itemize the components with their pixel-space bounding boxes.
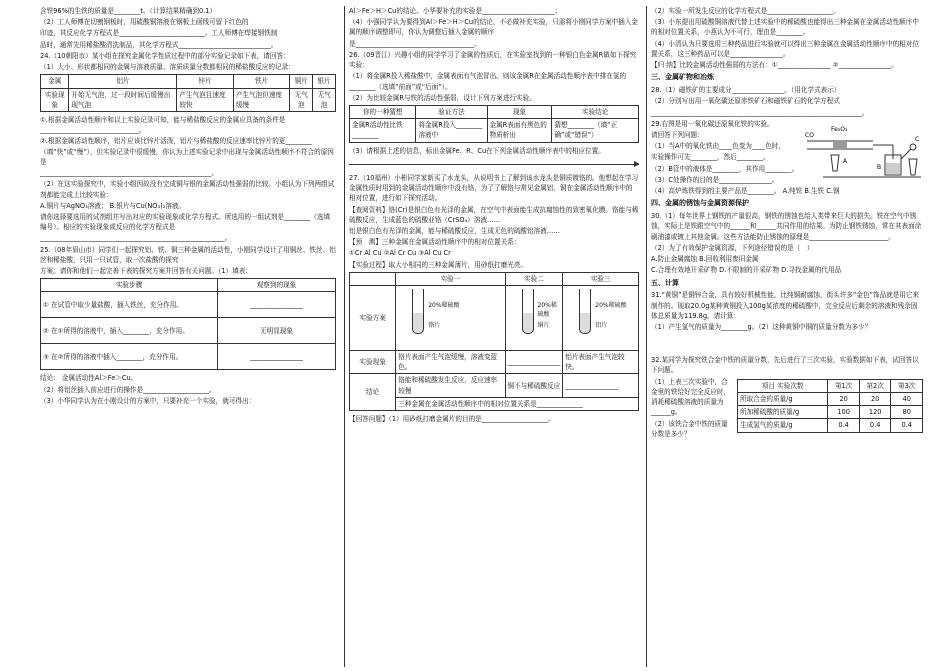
table-cell: 20	[828, 392, 860, 405]
table-row-label: 实验现象	[350, 351, 396, 374]
text-line: C.合理有效地开采矿物 D.不限制的开采矿物 D.寻找金属的代用品	[651, 266, 842, 275]
text-line: （1）大小、形状都相同的金属与溶液质量、溶质质量分数都相同的稀盐酸反应的记录：	[40, 63, 295, 72]
table-32	[737, 379, 923, 433]
table-cell: 0.4	[828, 419, 860, 432]
question-26: 26.（09晋江）兴趣小组的同学学习了金属的性质后，在实验室找到的一种银白色金属R做如下探究实验：	[349, 50, 637, 70]
table-header: 锌片	[177, 75, 233, 88]
question-24: 24.（10朝阳市）某小组在探究金属化学性质过程中的部分实验记录如下表，请回答：	[40, 51, 290, 60]
table-cell: ① 在试管中取少量盐酸，插入铁丝，充分作用。	[41, 292, 218, 318]
test-tube-icon	[412, 289, 424, 334]
question-30: 30.（1）每年世界上钢铁的产量很高，钢铁的锈蚀也给人类带来巨大的损失。铁在空气中锈蚀，实际上是铁跟空气中的______和______共同作用的结果。为防止钢铁锈蚀，常在其表面涂刷油漆或镀上其他金属。这些方法能防止锈蚀的原理是________________________。	[651, 212, 922, 241]
text-line: ________________________________________________________________。	[651, 108, 869, 117]
question-29: 29.右图是用一氧化碳还原氧化铁的实验。	[651, 119, 774, 128]
table-header: 银片	[313, 75, 336, 88]
c-label: C	[915, 135, 920, 143]
table-header: 实验一	[396, 272, 505, 285]
text-line: 铝是银白色有光泽的金属，能与稀硫酸反应，生成无色的硫酸铝溶液……	[349, 226, 560, 235]
table-cell: 金属R表面有黑色的物质析出	[487, 119, 552, 142]
text-line: 印迹，其反应化学方程式是__________________________。工人师傅在焊接钢铁制	[40, 29, 278, 38]
table-cell: ________________	[505, 351, 563, 374]
table-header: 铜片	[290, 75, 313, 88]
text-line: （1）将金属R投入稀盐酸中，金属表面有气泡冒出。则该金属R在金属活动性顺序表中排在氢的________（选填“前面”或“后面”）。	[349, 72, 627, 91]
table-cell: ________________	[218, 344, 336, 370]
table-row-label: 实验方案	[350, 286, 396, 351]
text-line: ________________________________________________________。	[40, 234, 232, 243]
table-cell: 40	[891, 392, 923, 405]
table-header: 金属	[41, 75, 69, 88]
text-line: ②.根据金属活动性顺序，铝片应该比锌片活泼，铝片与稀盐酸的反应速率比锌片的更________（填“快”或“慢”），但实验记录中很缓慢，你认为上述实验记录中出现与金属活动性顺序不符合的原因是	[40, 137, 334, 166]
text-line: （2）分别写出用一氧化碳还原赤铁矿石和磁铁矿石的化学方程式	[651, 97, 840, 106]
table-header: 实验步骤	[41, 279, 218, 292]
table-25	[40, 278, 336, 370]
text-line: 结论： 金属活动性Al＞Fe＞Cu。	[40, 374, 138, 383]
table-header: 验证方法	[416, 105, 487, 118]
text-line: （1）当A中的氧化铁由____色变为____色时，	[651, 142, 785, 151]
question-29-block	[651, 119, 923, 197]
table-cell: 80	[891, 406, 923, 419]
tube-label: 20%稀硫酸	[595, 302, 627, 310]
table-26	[349, 105, 639, 143]
table-cell: ________________	[563, 374, 639, 397]
text-line: （2）B管中的液体是________，其作用________。	[651, 164, 799, 173]
table-cell: 开始无气泡，过一段时间后缓慢出现气泡	[69, 88, 177, 111]
table-cell: ③ 在②所得的溶液中插入________，充分作用。	[41, 344, 218, 370]
text-line: ①Cr Al Cu ②Al Cr Cu ③Al Cu Cr	[349, 249, 451, 258]
table-cell: 无气泡	[290, 88, 313, 111]
table-cell: 铝片表面产生气泡较快。	[563, 351, 639, 374]
text-line: A.铜片与AgNO₃溶液； B.银片与Cu(NO₃)₂溶液。	[40, 201, 186, 210]
text-line: （4）高炉炼铁得到的主要产品是________。 A.纯铁 B.生铁 C.钢	[651, 187, 840, 196]
text-line: 【归 纳】比较金属活动性强弱的方法有：①________________ ②________________。	[651, 61, 898, 70]
section-heading: 五、计算	[651, 278, 679, 287]
text-line: 含铁96%的生铁的质量是________t。（计算结果精确到0.1）	[40, 7, 217, 15]
table-cell: 100	[828, 406, 860, 419]
table-cell: 所加稀硫酸的质量/g	[738, 406, 828, 419]
table-header: 项目 实验次数	[738, 379, 828, 392]
text-line: （3）请根据上述的信息，标出金属Fe、R、Cu在下列金属活动性顺序表中的相应位置。	[349, 146, 605, 155]
text-line: ①.根据金属活动性顺序和以上实验记录可知，能与稀盐酸反应的金属应具备的条件是______________________________。	[40, 115, 286, 135]
question-32: 32.某同学为探究铁合金中铁的质量分数，先后进行了三次实验，实验数据如下表，试回答以下问题。	[651, 356, 919, 375]
metal-label: 铜片	[537, 322, 550, 330]
question-25: 25.（08年眉山市）同学们一起探究铝、铁、铜三种金属的活动性，小刚同学设计了用铜丝、铁丝、铝丝和稀盐酸，只用一只试管，取一次盐酸的探究	[40, 245, 336, 264]
table-header: 铝片	[69, 75, 177, 88]
text-line: Al＞Fe＞H＞Cu的结论。小华要补充的实验是______________________；	[349, 7, 562, 15]
table-24	[40, 74, 336, 112]
table-cell: 0.4	[859, 419, 891, 432]
test-tube-icon	[522, 289, 534, 334]
fe2o3-label: Fe₂O₃	[831, 125, 848, 133]
table-header: 第3次	[891, 379, 923, 392]
metal-label: 铬片	[428, 322, 441, 330]
text-line: （1）产生氢气的质量为________g。（2）这种黄铜中铜的质量分数为多少？	[651, 323, 872, 331]
text-line: 请你选择要选用的试剂组并写出对应的实验现象或化学方程式。所选用的一组试剂是________（选填编号）。相应的实验现象或反应的化学方程式是	[40, 212, 331, 232]
table-cell: 无气泡	[313, 88, 336, 111]
text-line: 实验操作可先________，然后________。	[651, 153, 770, 162]
table-row-label: 结论	[350, 374, 396, 411]
text-line: 【查阅资料】铬(Cr)是银白色有光泽的金属，在空气中表面能生成抗腐蚀性的致密氧化膜。铬能与稀硫酸反应，生成蓝色的硫酸亚铬（CrSO₄）溶液……	[349, 205, 639, 224]
table-header: 观察到的现象	[218, 279, 336, 292]
table-cell: 金属R活动性比铁________	[350, 119, 416, 142]
text-line: （4）小清认为只要选用三种药品进行实验就可以得出三种金属在金属活动性顺序中的相对位置关系，这三种药品可以是________________。	[651, 39, 919, 58]
column-middle	[344, 6, 639, 667]
table-header: 实验二	[505, 272, 563, 285]
text-line: 品时，通常先用稀盐酸清洗制品，其化学方程式____________________________。	[40, 40, 278, 49]
table-cell: 生成氢气的质量/g	[738, 419, 828, 432]
table-header	[350, 272, 396, 285]
co-reduction-apparatus-figure	[803, 119, 923, 181]
text-line: （3）小华同学认为在小刚设计的方案中，只要补充一个实验，就可得出：	[40, 396, 256, 405]
text-line: （3）C处操作的目的是________________。	[651, 175, 779, 184]
text-line: A.防止金属腐蚀 B.回收利用废旧金属	[651, 255, 759, 264]
test-tube-figure	[396, 286, 505, 351]
text-line: （4）小强同学认为要得到Al＞Fe＞H＞Cu的结论，不必做补充实验，只需将小刚同学方案中插入金属的顺序调整即可，你认为调整后插入金属的顺序	[349, 18, 638, 37]
co-label: CO	[805, 131, 814, 139]
table-cell: 铬片表面产生气泡缓慢，溶液变蓝色。	[396, 351, 505, 374]
text-line: （2）将铝丝插入前应进行的操作是____________________。	[40, 385, 216, 394]
text-line: （2）该铁合金中铁的质量分数是多少？	[651, 419, 728, 438]
text-line: （2）为了有效保护金属资源，下列途径错误的是（ ）	[651, 243, 814, 252]
text-line: 请回答下列问题：	[651, 131, 704, 140]
text-line: 是____________________________________。	[349, 39, 481, 48]
text-line: 【预 测】三种金属在金属活动性顺序中的相对位置关系：	[349, 238, 521, 247]
table-cell: 所取合金的质量/g	[738, 392, 828, 405]
table-cell: 将金属R投入________溶液中	[416, 119, 487, 142]
table-cell: 20	[859, 392, 891, 405]
table-cell: ________________	[218, 292, 336, 318]
tube-label: 20%稀硫酸	[537, 302, 557, 319]
tube-label: 20%稀硫酸	[428, 302, 460, 310]
text-line: （2）工人师傅在切割钢板时，用硫酸铜溶液在钢板上画线可留下红色的	[40, 18, 249, 27]
table-cell: 产生气泡且速度较快	[177, 88, 233, 111]
table-27	[349, 272, 639, 411]
text-line: （2）实验一所发生反应的化学方程式是____________________。	[651, 7, 840, 15]
table-cell: 铜不与稀硫酸反应	[505, 374, 563, 397]
table-header: 实验三	[563, 272, 639, 285]
table-cell: ② 在①所得的溶液中，插入________，充分作用。	[41, 318, 218, 344]
column-left	[40, 6, 336, 667]
question-32-block	[651, 377, 923, 439]
table-header: 铁片	[233, 75, 289, 88]
activity-series-arrow	[349, 164, 639, 165]
table-cell: 产生气泡但速度缓慢	[233, 88, 289, 111]
question-27: 27.（10福州）小彬同学家新买了水龙头，从说明书上了解到该水龙头是铜质镀铬的。他想起在学习金属性质时用到的金属活动性顺序中没有铬，为了了解铬与常见金属铝、铜在金属活动性顺序中的相对位置，进行如下探究活动。	[349, 173, 639, 203]
test-tube-figure	[505, 286, 563, 351]
b-label: B	[877, 163, 882, 171]
text-line: （1）上表三次实验中，合金里的铁恰好完全反应时，消耗稀硫酸溶液的质量为______g。	[651, 377, 731, 417]
a-label: A	[843, 157, 848, 165]
section-heading: 四、金属的锈蚀与金属资源保护	[651, 199, 749, 208]
question-31: 31.“黄铜”是铜锌合金，具有较好机械性能，比纯铜耐腐蚀，街头许多“金色”饰品就是用它来制作的。现取20.0g某种黄铜投入100g某浓度的稀硫酸中，完全反应后剩余的溶液和残余固体总质量为119.8g。请计算：	[651, 291, 920, 320]
table-header: 你的一种猜想	[350, 105, 416, 118]
section-heading: 三、金属矿物和冶炼	[651, 73, 714, 82]
table-cell: 0.4	[891, 419, 923, 432]
question-28: 28.（1）磁铁矿的主要成分________________。（用化学式表示）	[651, 86, 841, 95]
table-header: 第2次	[859, 379, 891, 392]
metal-label: 铝片	[595, 322, 608, 330]
table-cell: 三种金属在金属活动性顺序中的相对位置关系是______________	[396, 397, 639, 410]
text-line: 【回答问题】（1）用砂纸打磨金属片的目的是____________________。	[349, 415, 555, 424]
table-cell: 无明显现象	[218, 318, 336, 344]
table-cell: 猜想________（填“正确”或“错误”）	[552, 119, 639, 142]
text-line: ____________________________________________________。	[40, 169, 219, 178]
table-header: 现象	[487, 105, 552, 118]
table-header: 实验结论	[552, 105, 639, 118]
text-line: 方案。请你和他们一起完善下表的探究方案并回答有关问题。（1）填表：	[40, 267, 252, 276]
text-line: （2）在这实验探究中，实验小组因故没有完成铜与银的金属活动性强弱的比较。小组认为下列两组试剂都能完成上比较实验：	[40, 180, 335, 199]
column-right	[646, 6, 923, 667]
text-line: （3）小东提出用硫酸铜溶液代替上述实验中的稀硫酸也能得出三种金属在金属活动性顺序中的相对位置关系，小燕认为不可行，理由是________。	[651, 18, 919, 37]
table-header: 第1次	[828, 379, 860, 392]
table-cell: 铬能和稀硫酸发生反应，反应速率较慢	[396, 374, 505, 397]
text-line: 【实验过程】取大小相同的三种金属薄片，用砂纸打磨光亮。	[349, 260, 528, 269]
table-cell: 120	[859, 406, 891, 419]
table-row-label: 实验现象	[41, 88, 69, 111]
test-tube-figure	[563, 286, 639, 351]
text-line: （2）为比较金属R与铁的活动性强弱，设计下列方案进行实验。	[349, 93, 536, 102]
test-tube-icon	[579, 289, 591, 334]
